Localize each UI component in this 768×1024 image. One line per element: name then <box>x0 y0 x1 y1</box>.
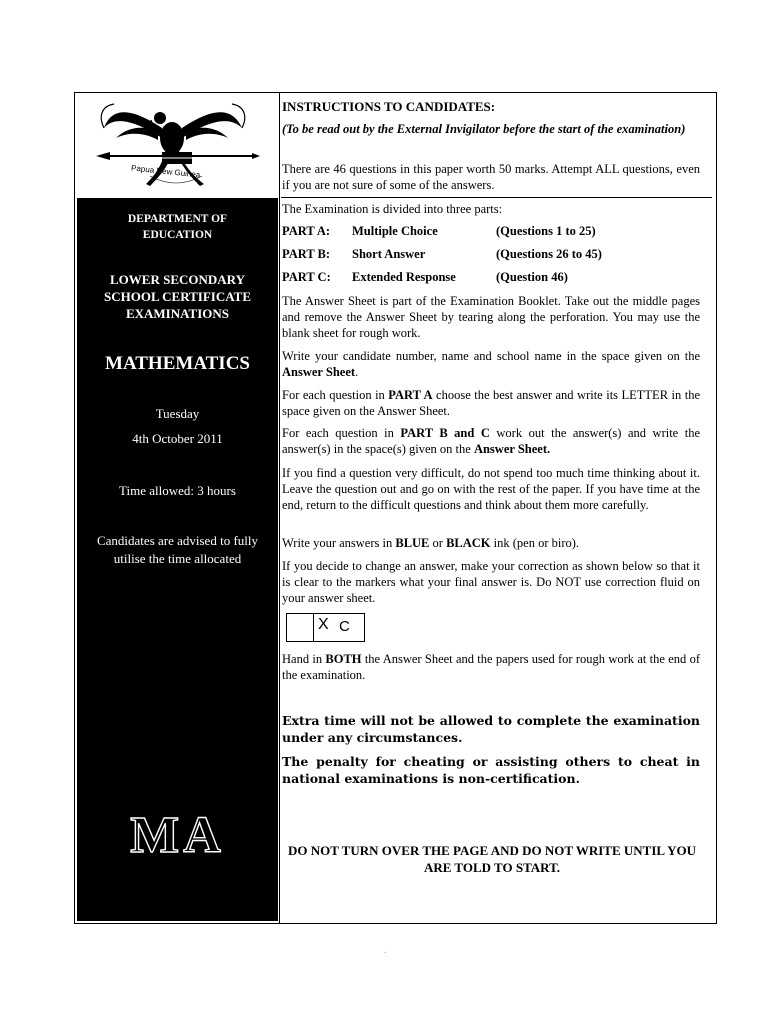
logo-caption: Papua New Guinea <box>130 163 201 180</box>
logo-box <box>75 93 279 198</box>
exam-day: Tuesday <box>155 406 200 421</box>
text-run: ink (pen or biro). <box>490 536 580 550</box>
text-run: Write your candidate number, name and school name in the space given on the <box>282 349 700 363</box>
divider <box>281 197 712 198</box>
text-run: Hand in <box>282 652 326 666</box>
text-run-bold: PART A <box>388 388 433 402</box>
exam-title-line-3: EXAMINATIONS <box>125 306 230 321</box>
text-run: the Answer Sheet and the papers used for rough work at the end of the examination. <box>282 652 700 682</box>
text-run: . <box>355 365 359 379</box>
paragraph-difficult-questions: If you find a question very difficult, do not spend too much time thinking about it. Leave the question out and go on with the rest of the paper. If you have time at the end, return to the difficult questions and think about them more carefully. <box>282 466 700 512</box>
time-advice: Candidates are advised to fully utilise the time allocated <box>96 533 258 566</box>
warning-extra-time: Extra time will not be allowed to complete the examination under any circumstances. <box>282 713 700 745</box>
text-run-bold: PART B and C <box>400 426 490 440</box>
part-questions: (Questions 1 to 25) <box>496 224 596 238</box>
part-label: PART B: <box>282 247 331 261</box>
text-run: For each question in <box>282 388 389 402</box>
part-name: Extended Response <box>352 270 456 284</box>
exam-title-line-2: SCHOOL CERTIFICATE <box>103 289 252 304</box>
final-notice: DO NOT TURN OVER THE PAGE AND DO NOT WRITE UNTIL YOU ARE TOLD TO START. <box>287 843 696 875</box>
paragraph-ink <box>282 535 700 551</box>
paragraph-answer-sheet: The Answer Sheet is part of the Examination Booklet. Take out the middle pages and remove the Answer Sheet by tearing along the perforation. You may use the blank sheet for rough work. <box>282 294 700 340</box>
paragraph-corrections: If you decide to change an answer, make your correction as shown below so that it is clear to the markers what your final answer is. Do NOT use correction fluid on your answer sheet. <box>282 559 700 605</box>
part-questions: (Questions 26 to 45) <box>496 247 602 261</box>
subject-title: MATHEMATICS <box>105 353 250 374</box>
text-run-bold: Answer Sheet. <box>473 442 551 456</box>
divider <box>313 614 314 641</box>
text-run: Write your answers in <box>282 536 396 550</box>
crossed-answer: X <box>318 616 329 633</box>
cover-dark-panel <box>77 198 278 921</box>
text-run-bold: BLACK <box>446 536 491 550</box>
correction-example-box <box>286 613 365 642</box>
text-run: or <box>429 536 447 550</box>
warning-cheating: The penalty for cheating or assisting others to cheat in national examinations is non-certification. <box>282 754 700 786</box>
paragraph-parts-intro: The Examination is divided into three parts: <box>282 202 503 216</box>
text-run-bold: Answer Sheet <box>282 365 356 379</box>
part-questions: (Question 46) <box>496 270 568 284</box>
paragraph-candidate-details <box>282 348 700 380</box>
paragraph-question-count: There are 46 questions in this paper worth 50 marks. Attempt ALL questions, even if you are not sure of some of the answers. <box>282 162 700 192</box>
department-name <box>77 211 278 243</box>
exam-date: 4th October 2011 <box>132 431 223 446</box>
instructions-column <box>282 93 712 923</box>
page-speck: . <box>384 945 387 956</box>
paragraph-part-b-c <box>282 425 700 457</box>
exam-title-line-1: LOWER SECONDARY <box>110 272 245 287</box>
subject-code: MA <box>130 807 225 864</box>
instructions-heading: INSTRUCTIONS TO CANDIDATES: <box>282 99 496 114</box>
text-run: choose the best answer and write its LETTER in the space given on the Answer Sheet. <box>282 388 700 418</box>
exam-title <box>77 271 278 322</box>
time-allowed: Time allowed: 3 hours <box>119 483 236 498</box>
text-run-bold: BLUE <box>395 536 430 550</box>
part-label: PART A: <box>282 224 331 238</box>
part-name: Multiple Choice <box>352 224 438 238</box>
department-text: DEPARTMENT OF EDUCATION <box>127 213 228 241</box>
cover-left-column <box>75 93 280 923</box>
corrected-answer: C <box>339 618 350 635</box>
bird-of-paradise-emblem-icon <box>92 98 262 194</box>
paragraph-hand-in <box>282 651 700 683</box>
part-label: PART C: <box>282 270 331 284</box>
part-name: Short Answer <box>352 247 426 261</box>
text-run: For each question in <box>282 426 401 440</box>
cover-page-frame <box>74 92 717 924</box>
invigilator-note: (To be read out by the External Invigilator before the start of the examination) <box>282 122 686 136</box>
paragraph-part-a <box>282 387 700 419</box>
text-run: work out the answer(s) and write the answer(s) in the space(s) given on the <box>282 426 701 456</box>
text-run-bold: BOTH <box>325 652 362 666</box>
